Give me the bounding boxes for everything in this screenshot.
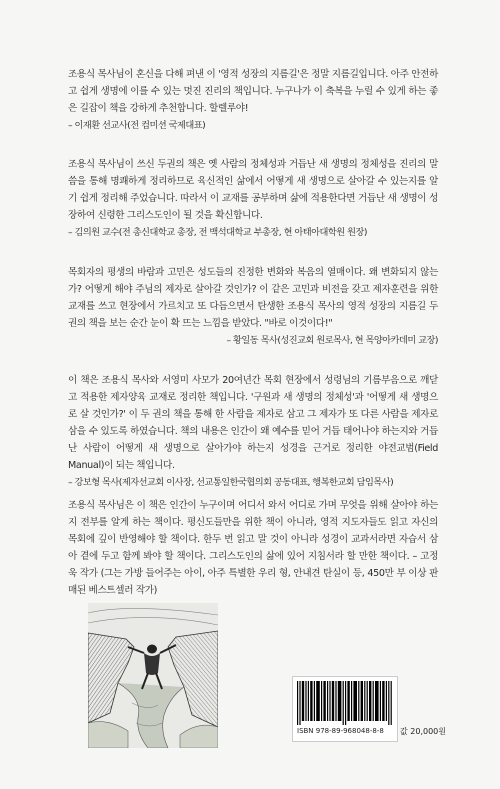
endorsement-2 [68,156,438,241]
endorsement-attribution: – 고정욱 작가 (그는 가방 들어주는 아이, 아주 특별한 우리 형, 안내견 탄실이 등, 450만 부 이상 판매된 베스트셀러 작가) [68,551,438,596]
endorsement-attribution: – 황일동 목사(성진교회 원로목사, 현 목양아카데미 교장) [226,335,438,346]
endorsement-text-body: 조용식 목사님은 이 책은 인간이 누구이며 어디서 와서 어디로 가며 무엇을 위해 살아야 하는지 전부를 알게 하는 책이다. 평신도들만을 위한 책이 아니라, 영적 지도자들도 읽고 자신의 목회에 깊이 반영해야 할 책이다. 한두 번 읽고 말 것이 아니라 성경이 교과서라면 자습서 삼아 곁에 두고 함께 봐야 할 책이다. 그리스도인의 삶에 있어 지침서라 할 만한 책이다. [68,500,438,562]
endorsement-4 [68,372,438,491]
isbn-barcode [292,676,446,746]
isbn-number: ISBN 978-89-968048-8-8 [297,727,384,735]
barcode-bars [297,681,393,725]
endorsement-1 [68,66,438,134]
price: 값 20,000원 [400,727,446,736]
endorsement-attribution: – 김의원 교수(전 총신대학교 총장, 전 백석대학교 부총장, 현 아태아대학원 원장) [68,227,367,238]
endorsement-text: 목회자의 평생의 바람과 고민은 성도들의 진정한 변화와 복음의 열매이다. 왜 변화되지 않는가? 어떻게 해야 주님의 제자로 살아갈 것인가? 이 같은 고민과 비전을 갖고 제자훈련을 위한 교재를 쓰고 현장에서 가르치고 또 다듬으면서 탄생한 조용식 목사의 영적 성장의 지름길 두 권의 책을 보는 순간 눈이 확 뜨는 느낌을 받았다. "바로 이것이다!" [68,267,438,329]
endorsement-text [68,497,438,599]
endorsement-attribution: – 이재환 선교사(전 컴미션 국제대표) [68,120,206,131]
endorsement-text: 이 책은 조용식 목사와 서영미 사모가 20여년간 목회 현장에서 성령님의 기름부음으로 깨닫고 적용한 제자양육 교재로 정리한 책입니다. '구원과 새 생명의 정체성'과 '어떻게 새 생명으로 살 것인가?' 이 두 권의 책을 통해 한 사람을 제자로 삼고 그 제자가 또 다른 사람을 제자로 삼을 수 있도록 하였습니다. 책의 내용은 인간이 왜 예수를 믿어 거듭 태어나야 하는지와 거듭난 사람이 어떻게 새 생명으로 살아가야 하는지 성경을 근거로 정리한 야전교범(Field Manual)이 되는 책입니다. [68,375,438,471]
cover-illustration [88,603,218,748]
endorsement-3 [68,264,438,349]
barcode-box [292,676,398,742]
endorsement-5 [68,497,438,599]
endorsement-attribution: – 강보형 목사(제자선교회 이사장, 선교통일한국협의회 공동대표, 행복한교회 담임목사) [68,477,394,488]
endorsement-text: 조용식 목사님이 쓰신 두권의 책은 옛 사람의 정체성과 거듭난 새 생명의 정체성을 진리의 말씀을 통해 명쾌하게 정리하므로 육신적인 삶에서 어떻게 새 생명으로 살아갈 수 있는지를 알기 쉽게 정리해 주었습니다. 따라서 이 교재를 공부하며 삶에 적용한다면 거듭난 새 생명이 성장하여 신령한 그리스도인이 될 것을 확신합니다. [68,159,438,221]
endorsement-text: 조용식 목사님이 혼신을 다해 펴낸 이 '영적 성장의 지름길'은 정말 지름길입니다. 아주 안전하고 쉽게 생명에 이를 수 있는 멋진 진리의 책입니다. 누구나가 이 축복을 누릴 수 있게 하는 좋은 길잡이 책을 강하게 추천합니다. 할렐루야! [68,69,438,114]
